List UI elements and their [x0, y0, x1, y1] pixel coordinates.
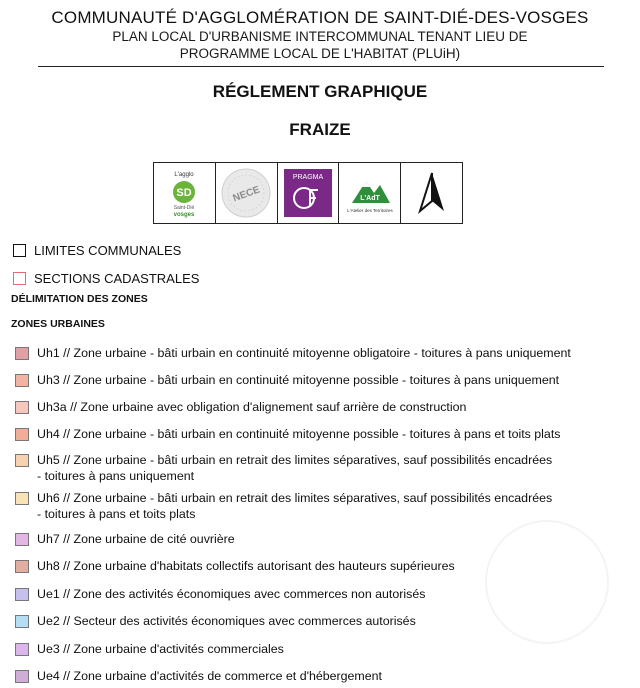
zone-item-uh3a — [15, 400, 637, 416]
sections-swatch — [13, 272, 26, 285]
north-arrow — [401, 163, 462, 223]
zone-swatch — [15, 492, 29, 505]
zone-swatch — [15, 670, 29, 683]
agglo-top-text: L'agglo — [174, 172, 194, 178]
zone-label: Ue1 // Zone des activités économiques avec commerces non autorisés — [37, 587, 426, 601]
limites-label: LIMITES COMMUNALES — [34, 243, 182, 258]
zone-label: Uh1 // Zone urbaine - bâti urbain en continuité mitoyenne obligatoire - toitures à pans uniquement — [37, 346, 571, 360]
nece-text: NECE — [231, 184, 262, 205]
zone-label: Uh4 // Zone urbaine - bâti urbain en continuité mitoyenne possible - toitures à pans et toits plats — [37, 427, 561, 441]
header-line-2: PLAN LOCAL D'URBANISME INTERCOMMUNAL TENANT LIEU DE — [112, 29, 528, 44]
agglo-bottom-text: vosges — [174, 212, 195, 218]
zone-swatch — [15, 560, 29, 573]
zone-label: Uh7 // Zone urbaine de cité ouvrière — [37, 532, 235, 546]
logo-strip — [153, 162, 463, 224]
zone-item-uh6 — [15, 491, 557, 522]
zone-item-uh3 — [15, 373, 637, 389]
page-title: RÉGLEMENT GRAPHIQUE — [212, 82, 428, 101]
zone-label: Ue3 // Zone urbaine d'activités commerciales — [37, 642, 284, 656]
zones-urbaines-heading: ZONES URBAINES — [11, 318, 105, 330]
commune-name: FRAIZE — [289, 120, 351, 139]
faint-watermark — [485, 520, 609, 644]
legend-limites-communales — [13, 243, 181, 258]
adt-text: L'AdT — [360, 195, 380, 202]
document-header — [0, 0, 640, 62]
zone-item-uh4 — [15, 427, 637, 443]
nece-logo-icon — [218, 165, 274, 221]
zone-swatch — [15, 533, 29, 546]
zone-label: Uh5 // Zone urbaine - bâti urbain en retrait des limites séparatives, sauf possibilités encadrées - toitures à pans uniquement — [37, 453, 553, 483]
zone-label: Uh8 // Zone urbaine d'habitats collectifs autorisant des hauteurs supérieures — [37, 559, 455, 573]
header-line-3: PROGRAMME LOCAL DE L'HABITAT (PLUiH) — [179, 46, 461, 61]
zone-swatch — [15, 615, 29, 628]
zone-swatch — [15, 374, 29, 387]
zone-swatch — [15, 401, 29, 414]
adt-sub-text: L'Atelier des Territoires — [347, 208, 393, 213]
zone-label: Ue2 // Secteur des activités économiques avec commerces autorisés — [37, 614, 416, 628]
zone-item-uh1 — [15, 346, 637, 362]
agglo-sub-text: Saint-Dié — [174, 205, 195, 211]
zone-item-ue3 — [15, 642, 637, 658]
agglo-logo-icon — [156, 165, 212, 221]
pragma-logo-icon — [280, 165, 336, 221]
nece-logo — [216, 163, 278, 223]
header-line-1: COMMUNAUTÉ D'AGGLOMÉRATION DE SAINT-DIÉ-DES-VOSGES — [51, 8, 589, 27]
agglo-mid-text: SD — [176, 187, 193, 199]
zone-label: Ue4 // Zone urbaine d'activités de commerce et d'hébergement — [37, 669, 382, 683]
agglo-logo — [154, 163, 216, 223]
limites-swatch — [13, 244, 26, 257]
zone-item-uh5 — [15, 453, 557, 484]
pragma-logo — [278, 163, 340, 223]
delimitation-heading: DÉLIMITATION DES ZONES — [11, 293, 148, 305]
zone-label: Uh3a // Zone urbaine avec obligation d'alignement sauf arrière de construction — [37, 400, 467, 414]
zone-label: Uh3 // Zone urbaine - bâti urbain en continuité mitoyenne possible - toitures à pans uniquement — [37, 373, 560, 387]
zone-swatch — [15, 347, 29, 360]
zone-label: Uh6 // Zone urbaine - bâti urbain en retrait des limites séparatives, sauf possibilités encadrées - toitures à pans et toits plats — [37, 491, 553, 521]
zone-swatch — [15, 454, 29, 467]
zone-swatch — [15, 428, 29, 441]
north-arrow-icon — [404, 165, 460, 221]
zone-swatch — [15, 643, 29, 656]
pragma-text: PRAGMA — [292, 174, 324, 181]
zone-swatch — [15, 588, 29, 601]
adt-logo — [339, 163, 401, 223]
adt-logo-icon — [342, 165, 398, 221]
header-divider — [38, 66, 604, 67]
zone-item-ue4 — [15, 669, 637, 685]
legend-sections-cadastrales — [13, 271, 199, 286]
sections-label: SECTIONS CADASTRALES — [34, 271, 200, 286]
